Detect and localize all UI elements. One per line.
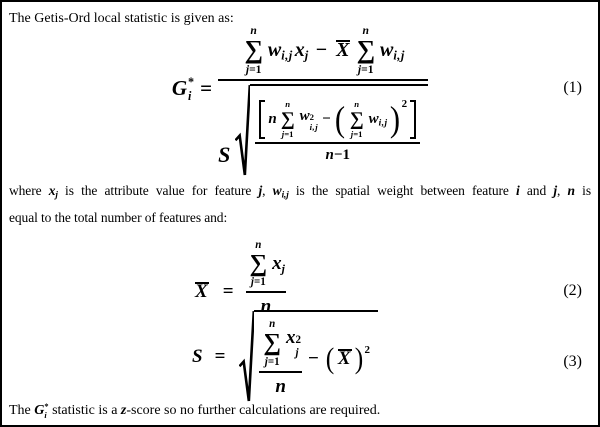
fraction-bar bbox=[255, 142, 420, 144]
paragraph-line-1 bbox=[9, 183, 591, 210]
numerator bbox=[236, 25, 409, 76]
square-root-content bbox=[250, 84, 428, 178]
sum-symbol: ∑ bbox=[349, 108, 364, 130]
summation bbox=[281, 100, 295, 139]
right-paren: ) bbox=[389, 99, 400, 140]
w-squared-term: w 2 i,j bbox=[299, 107, 319, 132]
denominator bbox=[218, 84, 428, 178]
left-paren: ( bbox=[325, 341, 335, 375]
sum-upper-limit: n bbox=[255, 238, 262, 251]
inner-numerator bbox=[255, 100, 420, 139]
xbar-squared bbox=[325, 341, 371, 375]
sum-upper-limit: n bbox=[285, 99, 291, 110]
equation-3-body bbox=[192, 310, 378, 404]
fraction bbox=[259, 319, 302, 398]
x-scripts: 2 j bbox=[295, 334, 302, 359]
math-S: S bbox=[192, 346, 203, 367]
w-term: w i,j bbox=[267, 38, 293, 63]
denominator bbox=[275, 376, 286, 398]
inline-j: j bbox=[258, 183, 263, 198]
fraction bbox=[246, 240, 287, 319]
i-subscript: i bbox=[188, 89, 192, 103]
equation-2-body bbox=[192, 240, 286, 319]
w-scripts: 2 i,j bbox=[309, 111, 319, 132]
s-lhs bbox=[192, 346, 237, 368]
g-scripts bbox=[188, 75, 194, 103]
x-bar: X bbox=[333, 39, 352, 62]
x-bar: X bbox=[335, 348, 354, 370]
sum-lower-limit: j = 1 bbox=[250, 276, 266, 289]
math-n: n bbox=[275, 375, 286, 397]
sum-upper-limit: n bbox=[354, 99, 360, 110]
description-paragraph bbox=[2, 183, 598, 237]
inline-z: z bbox=[120, 403, 127, 419]
square-root bbox=[235, 84, 428, 178]
sum-upper-limit: n bbox=[269, 318, 276, 331]
text-run: is the spatial weight between feature bbox=[288, 183, 517, 198]
sum-upper-limit: n bbox=[362, 23, 369, 37]
square-root-content bbox=[254, 310, 378, 404]
sum-symbol: ∑ bbox=[280, 108, 295, 130]
sum-lower-limit: j = 1 bbox=[281, 129, 294, 140]
w-term: w i,j bbox=[380, 38, 405, 63]
summation bbox=[350, 100, 364, 139]
right-bracket bbox=[410, 100, 416, 139]
numerator bbox=[259, 319, 302, 368]
fraction-bar bbox=[218, 79, 428, 81]
text-run: statistic is a bbox=[48, 403, 121, 419]
inline-gi-star: G * i bbox=[34, 402, 49, 421]
inline-j: j bbox=[553, 183, 557, 198]
x-squared-term: x 2 j bbox=[286, 327, 302, 359]
summation bbox=[244, 25, 263, 76]
left-bracket bbox=[259, 100, 265, 139]
math-G: G bbox=[171, 75, 188, 100]
sum-symbol: ∑ bbox=[263, 329, 282, 357]
numerator bbox=[246, 240, 287, 289]
inline-w-term: wi,j bbox=[272, 183, 289, 200]
sum-lower-limit: j = 1 bbox=[264, 355, 280, 368]
inline-n: n bbox=[567, 183, 575, 198]
square-root bbox=[239, 310, 378, 404]
sum-lower-limit: j = 1 bbox=[245, 63, 262, 77]
sum-symbol: ∑ bbox=[356, 35, 375, 65]
fraction-bar bbox=[246, 291, 287, 293]
equation-number-1: (1) bbox=[563, 79, 582, 97]
text-run: The bbox=[9, 403, 35, 419]
sum-upper-limit: n bbox=[250, 23, 257, 37]
text-run: , bbox=[262, 183, 273, 198]
star-superscript: * bbox=[188, 74, 195, 89]
equation-3 bbox=[2, 317, 598, 397]
equation-2 bbox=[2, 238, 598, 318]
equation-1-body bbox=[172, 25, 428, 178]
squared-superscript: 2 bbox=[364, 343, 371, 356]
sum-symbol: ∑ bbox=[249, 249, 268, 277]
equation-number-3: (3) bbox=[563, 352, 582, 370]
squared-superscript: 2 bbox=[401, 98, 408, 111]
text-run: is the attribute value for feature bbox=[57, 183, 259, 198]
x-term: x j bbox=[294, 38, 309, 63]
radical-icon bbox=[239, 310, 254, 404]
minus-sign: − bbox=[315, 38, 328, 61]
sum-lower-limit: j = 1 bbox=[350, 129, 363, 140]
text-run: is bbox=[574, 183, 591, 198]
text-run: and bbox=[519, 183, 554, 198]
text-run: , bbox=[557, 183, 568, 198]
sum-lower-limit: j = 1 bbox=[357, 63, 374, 77]
equals-sign: = bbox=[214, 346, 226, 367]
minus-sign: − bbox=[308, 347, 319, 369]
minus-sign: − bbox=[322, 111, 331, 128]
xbar-lhs bbox=[192, 281, 246, 303]
inline-x-term: xj bbox=[48, 183, 58, 200]
text-run: where bbox=[9, 183, 49, 198]
equals-sign: = bbox=[222, 281, 234, 302]
footer-text bbox=[9, 402, 591, 420]
fraction-bar bbox=[259, 371, 302, 373]
summation bbox=[250, 240, 268, 289]
g-scripts: * i bbox=[44, 402, 49, 421]
summation bbox=[263, 319, 281, 368]
w-term: w i,j bbox=[368, 111, 388, 129]
sum-symbol: ∑ bbox=[244, 35, 263, 65]
equation-1 bbox=[2, 23, 598, 171]
main-fraction bbox=[218, 25, 428, 178]
inner-denominator: n − 1 bbox=[325, 147, 350, 164]
summation bbox=[356, 25, 375, 76]
right-paren: ) bbox=[354, 341, 363, 375]
x-term: x j bbox=[272, 253, 286, 276]
left-paren: ( bbox=[334, 99, 345, 140]
text-run: -score so no further calculations are required. bbox=[126, 403, 381, 419]
equation-number-2: (2) bbox=[563, 281, 582, 299]
math-n: n bbox=[260, 296, 272, 318]
inner-fraction bbox=[255, 100, 420, 164]
radical-icon bbox=[235, 84, 250, 178]
equals-sign: = bbox=[200, 75, 213, 100]
paragraph-line-2: equal to the total number of features and: bbox=[9, 210, 228, 225]
math-S: S bbox=[218, 142, 231, 168]
gi-star-lhs bbox=[172, 74, 218, 102]
math-n: n bbox=[268, 111, 277, 128]
x-bar: X bbox=[192, 281, 211, 303]
bracketed-expression bbox=[268, 100, 407, 139]
inline-i: i bbox=[516, 183, 520, 198]
intro-text: The Getis-Ord local statistic is given as: bbox=[9, 11, 234, 26]
